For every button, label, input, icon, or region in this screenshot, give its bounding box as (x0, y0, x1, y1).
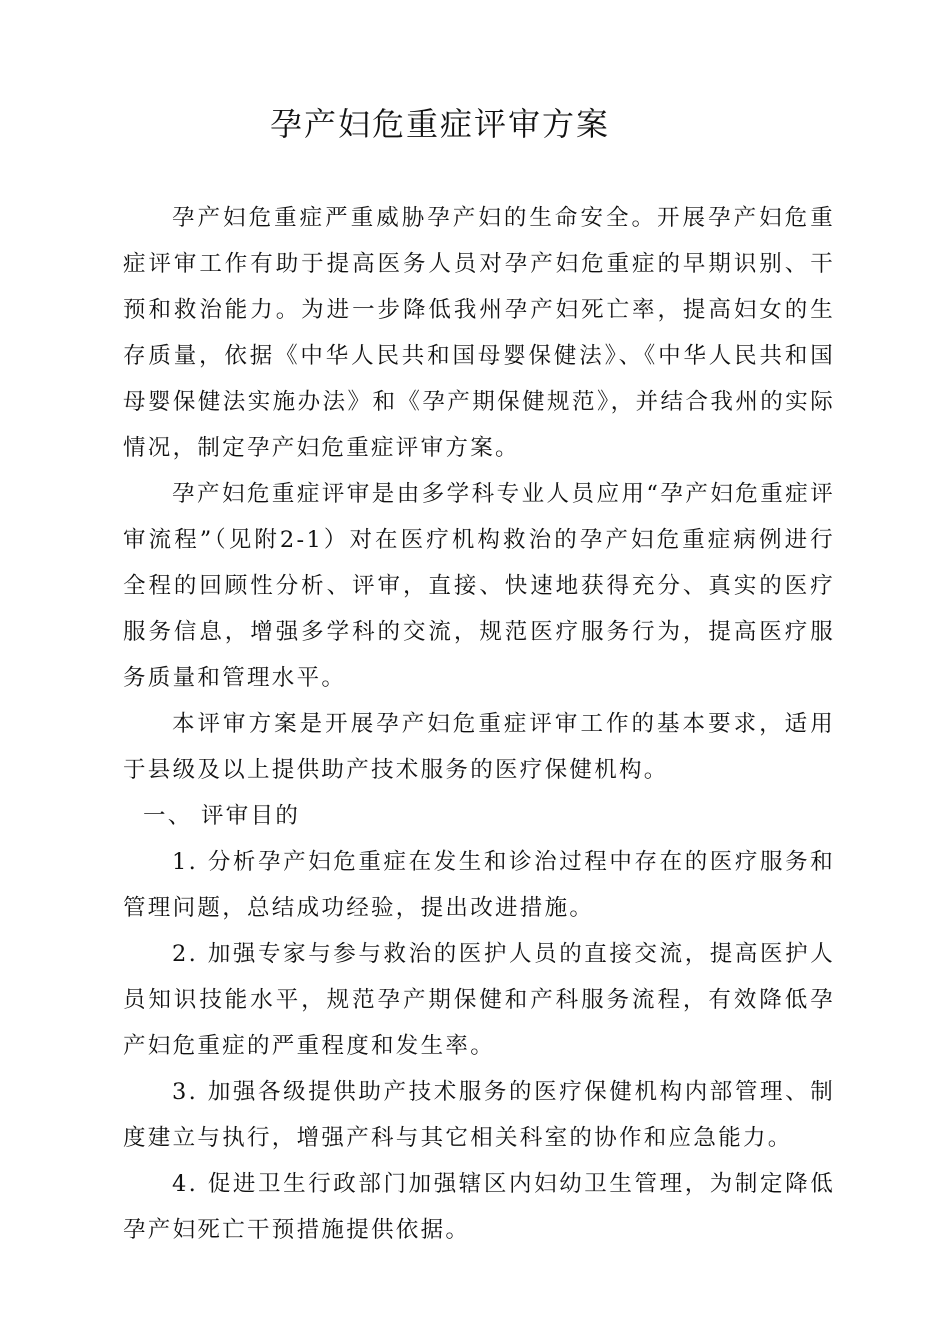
section-heading (123, 793, 835, 839)
list-item-2: 2. 加强专家与参与救治的医护人员的直接交流，提高医护人员知识技能水平，规范孕产期保健和产科服务流程，有效降低孕产妇危重症的严重程度和发生率。 (123, 941, 835, 1059)
section-heading-text: 评审目的 (201, 803, 301, 829)
intro-paragraph-1: 孕产妇危重症严重威胁孕产妇的生命安全。开展孕产妇危重症评审工作有助于提高医务人员对孕产妇危重症的早期识别、干预和救治能力。为进一步降低我州孕产妇死亡率，提高妇女的生存质量，依据《中华人民共和国母婴保健法》、《中华人民共和国母婴保健法实施办法》和《孕产期保健规范》，并结合我州的实际情况，制定孕产妇危重症评审方案。 (123, 205, 835, 461)
document-title: 孕产妇危重症评审方案 (269, 105, 610, 143)
list-item-4: 4. 促进卫生行政部门加强辖区内妇幼卫生管理，为制定降低孕产妇死亡干预措施提供依据。 (123, 1171, 835, 1243)
section-number: 一、 (143, 803, 193, 829)
intro-paragraph-3: 本评审方案是开展孕产妇危重症评审工作的基本要求，适用于县级及以上提供助产技术服务的医疗保健机构。 (123, 711, 835, 783)
document-body (123, 195, 835, 1253)
intro-paragraph-2: 孕产妇危重症评审是由多学科专业人员应用“孕产妇危重症评审流程”（见附2-1）对在医疗机构救治的孕产妇危重症病例进行全程的回顾性分析、评审，直接、快速地获得充分、真实的医疗服务信息，增强多学科的交流，规范医疗服务行为，提高医疗服务质量和管理水平。 (123, 481, 835, 691)
list-item-1: 1. 分析孕产妇危重症在发生和诊治过程中存在的医疗服务和管理问题，总结成功经验，提出改进措施。 (123, 849, 835, 921)
list-item-3: 3. 加强各级提供助产技术服务的医疗保健机构内部管理、制度建立与执行，增强产科与其它相关科室的协作和应急能力。 (123, 1079, 835, 1151)
